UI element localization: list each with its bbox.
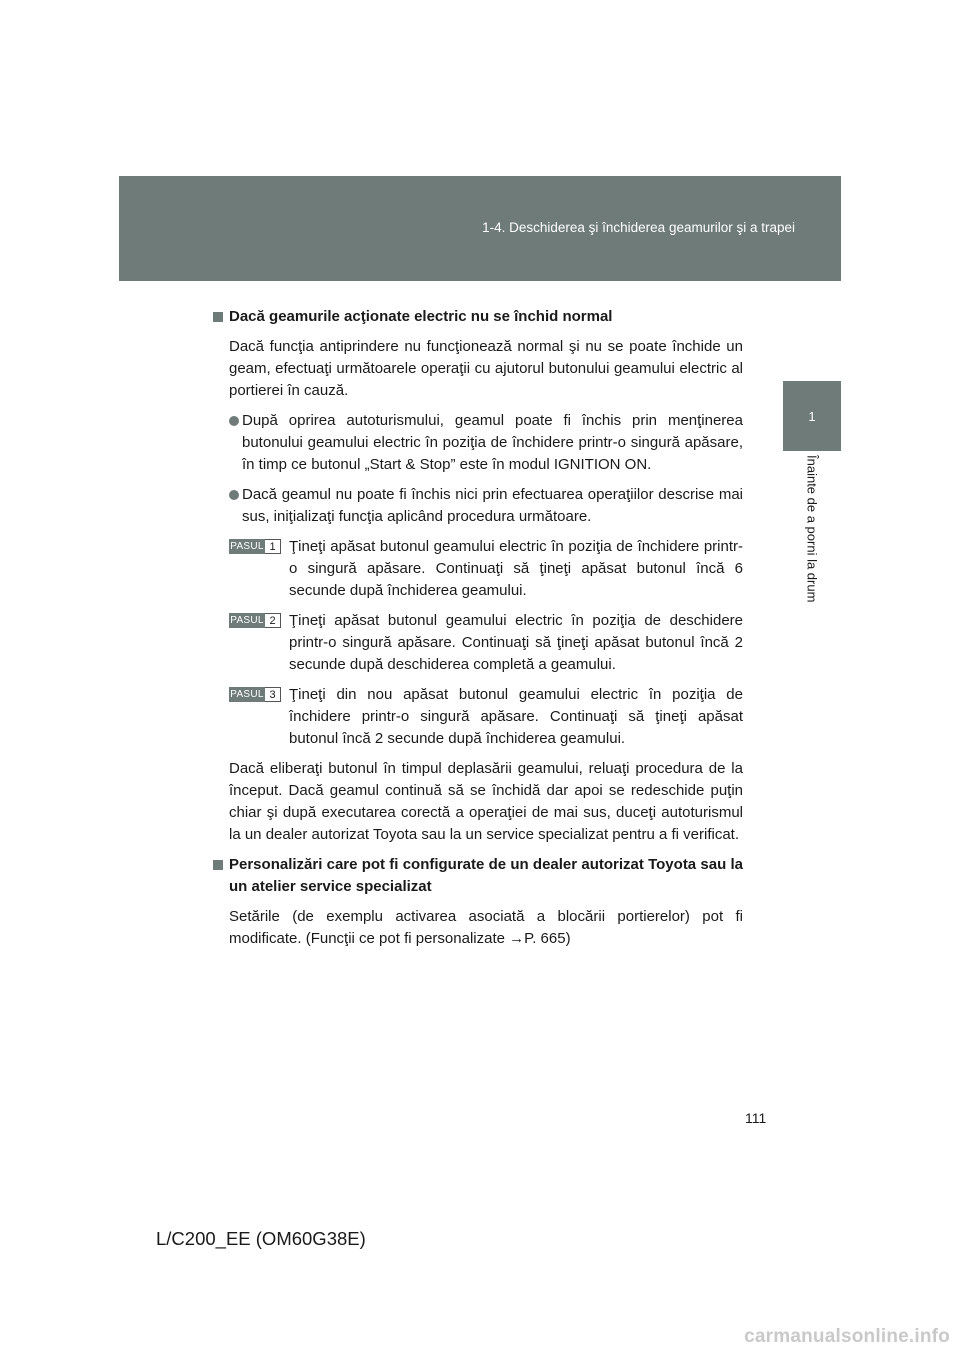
bullet-text: După oprirea autoturismului, geamul poate fi închis prin menţinerea butonului geamului electric în poziţia de închidere printr-o singură apăsare, în timp ce butonul „Start & Stop” este în modul IGNITION ON. — [242, 412, 743, 473]
round-bullet-icon — [229, 490, 239, 500]
chapter-number: 1 — [808, 408, 816, 424]
step-number: 2 — [265, 613, 281, 628]
section-heading-text: Personalizări care pot fi configurate de un dealer autorizat Toyota sau la un atelier service specializat — [229, 856, 743, 895]
step-badge — [229, 539, 281, 554]
step-label: PASUL — [229, 613, 265, 628]
watermark: carmanualsonline.info — [744, 1326, 950, 1347]
page-number: 111 — [745, 1110, 767, 1126]
list-item — [229, 410, 743, 476]
step-item — [229, 610, 743, 676]
square-bullet-icon — [213, 312, 223, 322]
step-item — [229, 536, 743, 602]
customization-paragraph: Setările (de exemplu activarea asociată a blocării portierelor) pot fi modificate. (Funcţii ce pot fi personalizate →P. 665) — [229, 908, 743, 947]
header-band — [119, 176, 841, 281]
chapter-number-tab — [783, 381, 841, 451]
step-badge — [229, 613, 281, 628]
section-heading — [213, 306, 743, 328]
chapter-label-tab — [783, 451, 841, 621]
square-bullet-icon — [213, 860, 223, 870]
step-number: 3 — [265, 687, 281, 702]
round-bullet-icon — [229, 416, 239, 426]
section-title: 1-4. Deschiderea şi închiderea geamurilor şi a trapei — [482, 220, 795, 235]
step-badge — [229, 687, 281, 702]
step-item — [229, 684, 743, 750]
step-text: Ţineţi din nou apăsat butonul geamului electric în poziţia de închidere printr-o singură apăsare. Continuaţi să ţineţi apăsat butonul încă 2 secunde după închiderea geamului. — [289, 686, 743, 747]
closing-paragraph: Dacă eliberaţi butonul în timpul deplasării geamului, reluaţi procedura de la început. Dacă geamul continuă să se închidă dar apoi se redeschide puţin chiar şi după executarea corectă a operaţiei de mai sus, duceţi autoturismul la un dealer autorizat Toyota sau la un service specializat pentru a fi verificat. — [229, 760, 743, 843]
step-number: 1 — [265, 539, 281, 554]
page-content — [213, 306, 743, 958]
section-heading-text: Dacă geamurile acţionate electric nu se închid normal — [229, 308, 613, 325]
chapter-label: Înainte de a porni la drum — [804, 455, 820, 603]
step-label: PASUL — [229, 539, 265, 554]
step-text: Ţineţi apăsat butonul geamului electric în poziţia de deschidere printr-o singură apăsare. Continuaţi să ţineţi apăsat butonul încă 2 secunde după deschiderea completă a geamului. — [289, 612, 743, 673]
intro-paragraph: Dacă funcţia antiprindere nu funcţionează normal şi nu se poate închide un geam, efectuaţi următoarele operaţii cu ajutorul butonului geamului electric al portierei în cauză. — [229, 338, 743, 399]
step-text: Ţineţi apăsat butonul geamului electric în poziţia de închidere printr-o singură apăsare. Continuaţi să ţineţi apăsat butonul încă 6 secunde după închiderea geamului. — [289, 538, 743, 599]
list-item — [229, 484, 743, 528]
document-code: L/C200_EE (OM60G38E) — [156, 1228, 366, 1249]
section-heading — [213, 854, 743, 898]
bullet-text: Dacă geamul nu poate fi închis nici prin efectuarea operaţiilor descrise mai sus, iniţializaţi funcţia aplicând procedura următoare. — [242, 486, 743, 525]
step-label: PASUL — [229, 687, 265, 702]
